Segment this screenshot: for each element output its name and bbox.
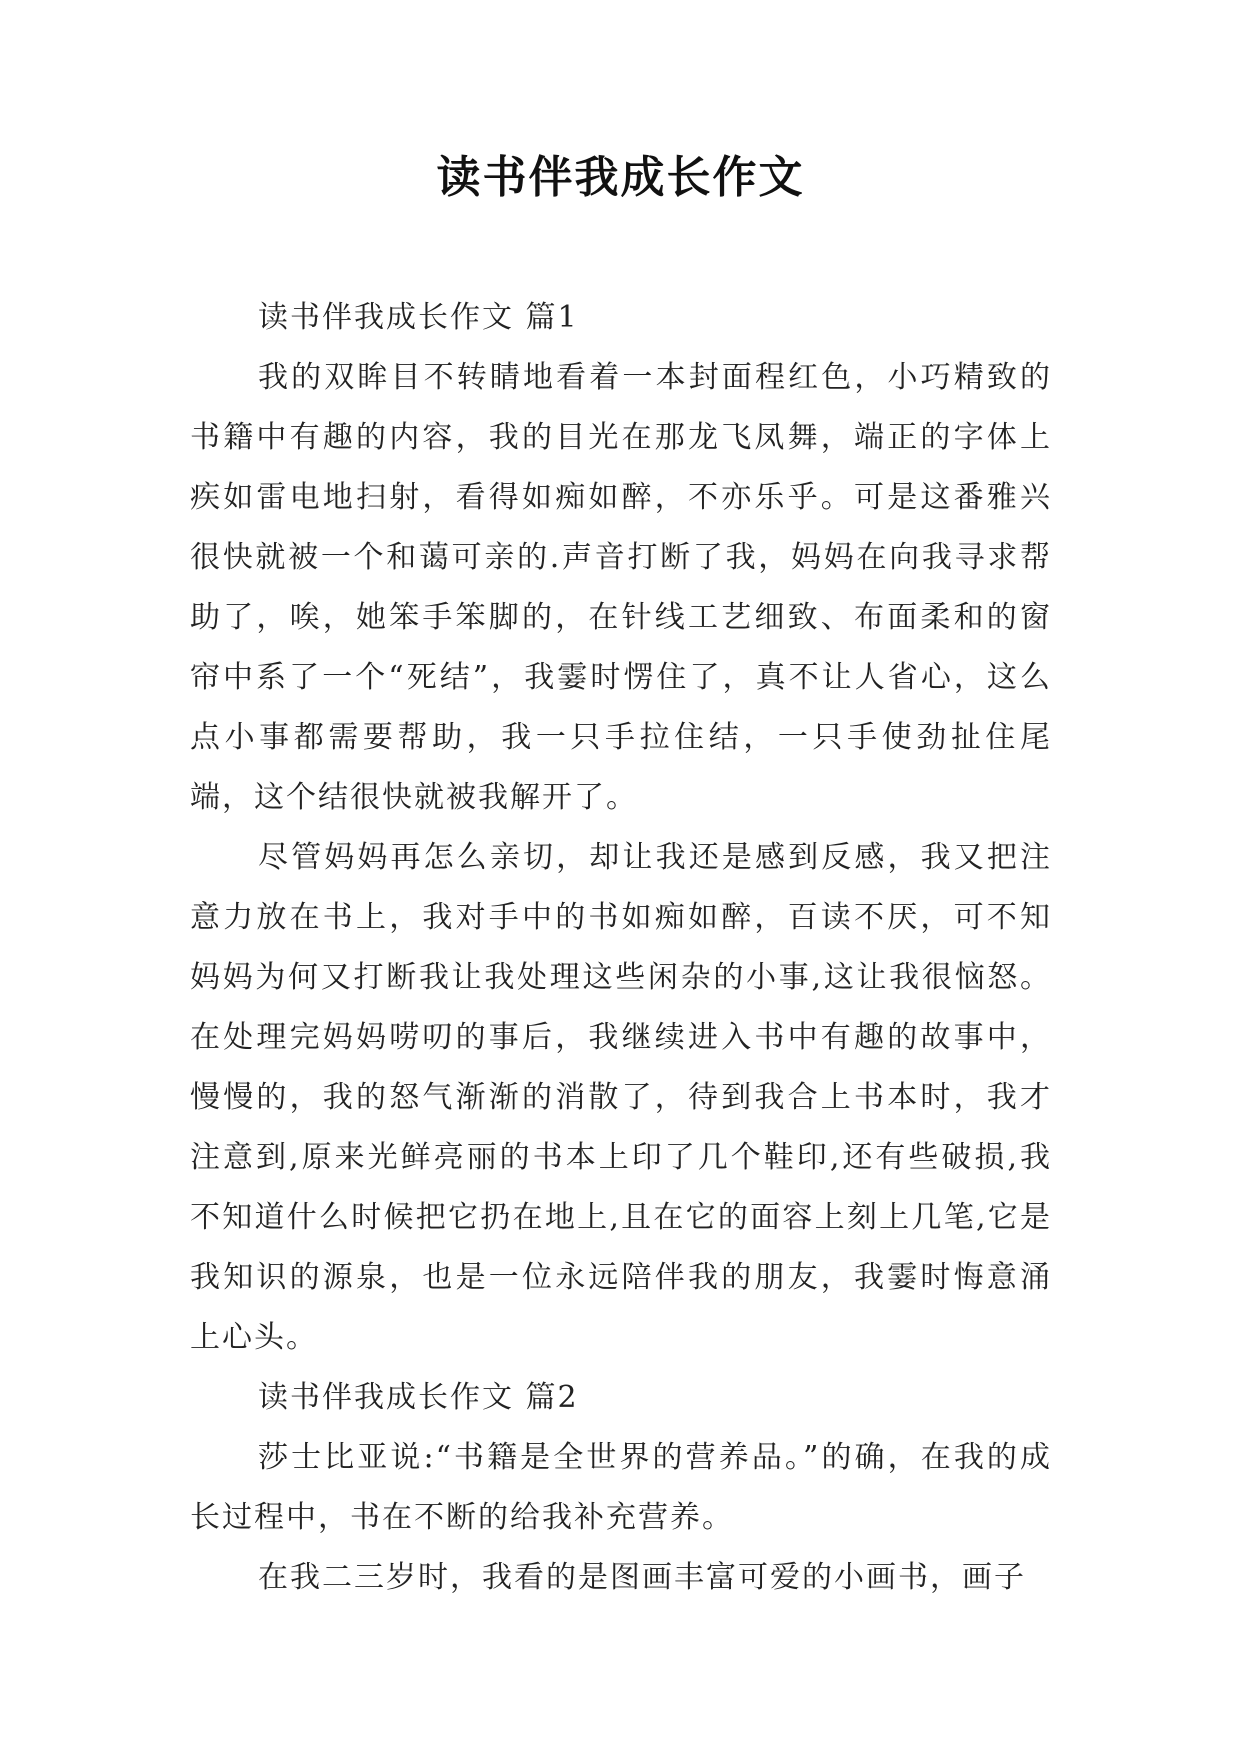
section-heading-2: 读书伴我成长作文 篇2 (258, 1380, 579, 1415)
paragraph: 尽管妈妈再怎么亲切，却让我还是感到反感，我又把注意力放在书上，我对手中的书如痴如醉，百读不厌，可不知妈妈为何又打断我让我处理这些闲杂的小事,这让我很恼怒。在处理完妈妈唠叨的事后，我继续进入书中有趣的故事中，慢慢的，我的怒气渐渐的消散了，待到我合上书本时，我才注意到,原来光鲜亮丽的书本上印了几个鞋印,还有些破损,我不知道什么时候把它扔在地上,且在它的面容上刻上几笔,它是我知识的源泉，也是一位永远陪伴我的朋友，我霎时悔意涌上心头。 (190, 840, 1052, 1355)
paragraph: 我的双眸目不转睛地看着一本封面程红色，小巧精致的书籍中有趣的内容，我的目光在那龙飞凤舞，端正的字体上疾如雷电地扫射，看得如痴如醉，不亦乐乎。可是这番雅兴很快就被一个和蔼可亲的.声音打断了我，妈妈在向我寻求帮助了，唉，她笨手笨脚的，在针线工艺细致、布面柔和的窗帘中系了一个“死结”，我霎时愣住了，真不让人省心，这么点小事都需要帮助，我一只手拉住结，一只手使劲扯住尾端，这个结很快就被我解开了。 (190, 360, 1052, 815)
paragraph: 在我二三岁时，我看的是图画丰富可爱的小画书，画子 (258, 1560, 1026, 1595)
section-heading-1: 读书伴我成长作文 篇1 (258, 300, 579, 335)
document-title: 读书伴我成长作文 (436, 152, 805, 203)
document-body (190, 288, 1052, 1608)
paragraph: 莎士比亚说:“书籍是全世界的营养品。”的确，在我的成长过程中，书在不断的给我补充营养。 (190, 1440, 1052, 1535)
